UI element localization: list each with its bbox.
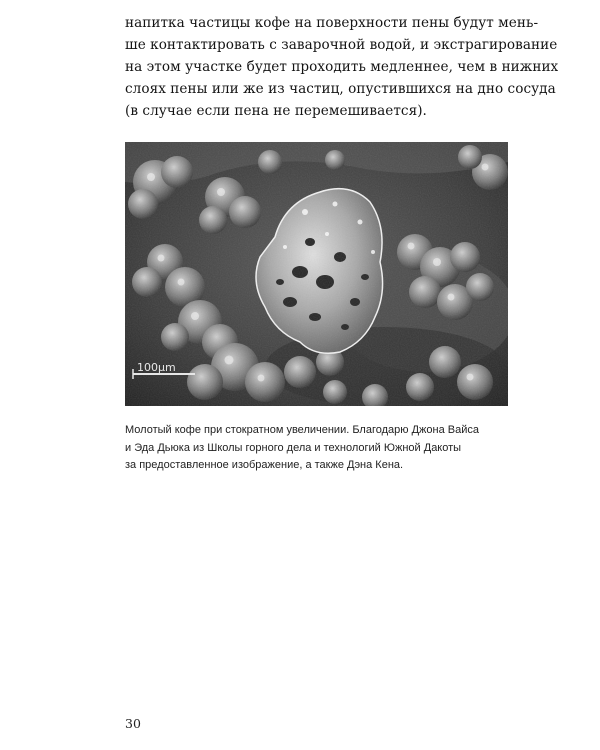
body-line: ше контактировать с заварочной водой, и экстрагирование [125,37,558,53]
body-line: на этом участке будет проходить медленнее, чем в нижних [125,59,559,75]
body-line: слоях пены или же из частиц, опустившихся на дно сосуда [125,81,556,97]
scale-bar-label: 100µm [137,361,176,374]
coffee-grounds-micrograph [125,142,508,406]
caption-line: за предоставленное изображение, а также Дэна Кена. [125,459,404,471]
body-paragraph [125,12,559,122]
body-line: (в случае если пена не перемешивается). [125,103,427,119]
caption-line: и Эда Дьюка из Школы горного дела и технологий Южной Дакоты [125,441,462,454]
page-number: 30 [125,716,141,731]
microscope-photo [125,142,508,406]
body-line: напитка частицы кофе на поверхности пены будут мень- [125,15,539,31]
caption-line: Молотый кофе при стократном увеличении. Благодарю Джона Вайса [125,424,479,436]
figure-caption [125,422,525,475]
